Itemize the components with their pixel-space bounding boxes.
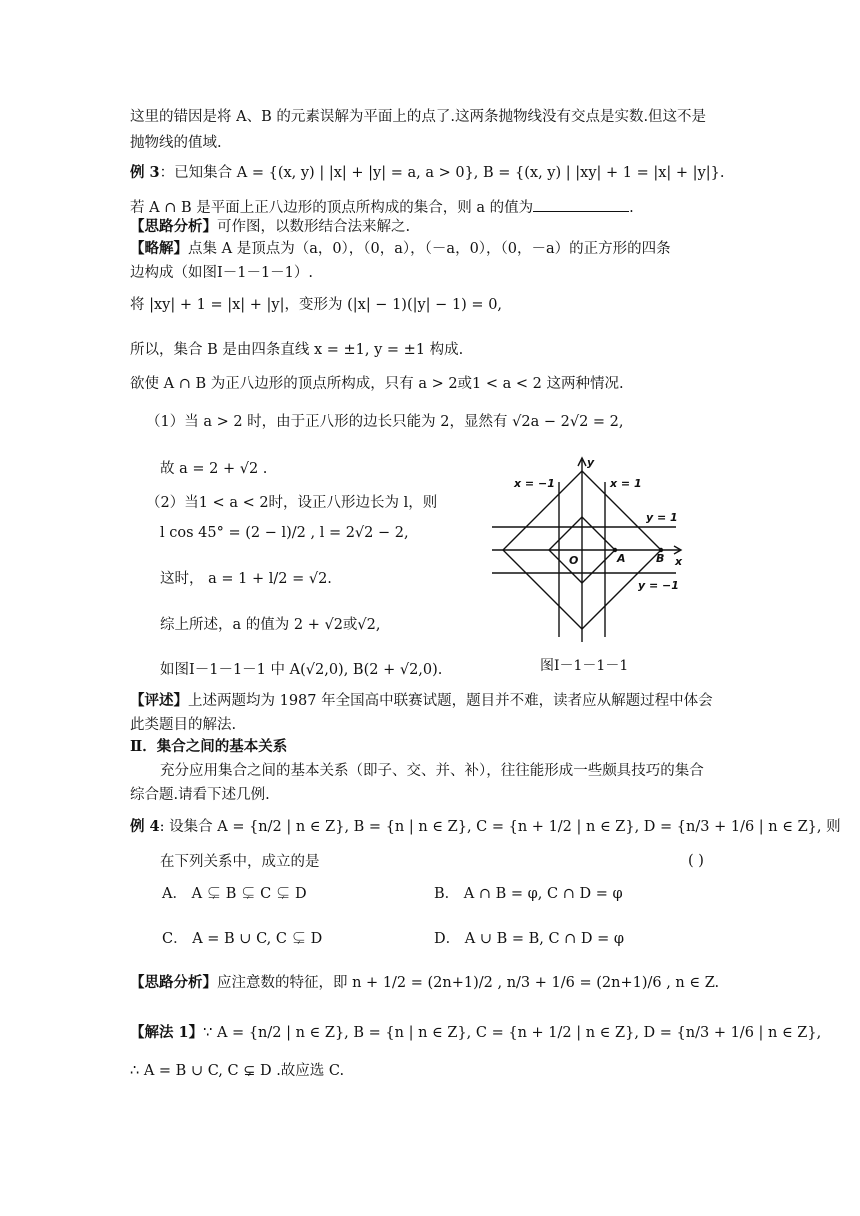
label-y-minus-1: y = −1 <box>638 579 679 592</box>
text-line: 充分应用集合之间的基本关系（即子、交、并、补），往往能形成一些颇具技巧的集合 <box>160 763 704 779</box>
text-line: 如图Ⅰ－1－1－1 中 A(√2,0), B(2 + √2,0). <box>160 662 443 678</box>
example-4 <box>130 818 841 836</box>
answer-paren: ( ) <box>688 853 704 869</box>
example-text: : 设集合 A = {n/2 | n ∈ Z}, B = {n | n ∈ Z}, C = {n + 1/2 | n ∈ Z}, D = {n/3 + 1/6 | n ∈ Z}, 则 <box>159 819 841 835</box>
text-line: 综上所述，a 的值为 2 + √2或√2, <box>160 617 381 633</box>
solution-line: 【略解】点集 A 是顶点为（a，0），（0，a），（－a，0），（0，－a）的正方形的四条 <box>130 240 671 257</box>
option-b: B． A ∩ B = φ, C ∩ D = φ <box>434 886 623 902</box>
example-3 <box>130 164 724 182</box>
formula-line: 这时， a = 1 + l/2 = √2. <box>160 571 332 587</box>
analysis-line: 【思路分析】应注意数的特征，即 n + 1/2 = (2n+1)/2 , n/3 + 1/6 = (2n+1)/6 , n ∈ Z. <box>130 974 720 991</box>
text-line: （1）当 a > 2 时，由于正八形的边长只能为 2，显然有 √2a − 2√2 = 2, <box>146 414 624 430</box>
analysis-label: 【思路分析】 <box>130 974 217 991</box>
text-line: 抛物线的值域. <box>130 135 222 151</box>
example-label: 例 4 <box>130 818 160 835</box>
text-line: （2）当1 < a < 2时，设正八形边长为 l，则 <box>146 495 438 511</box>
comment-line: 【评述】上述两题均为 1987 年全国高中联赛试题，题目并不难，读者应从解题过程中体会 <box>130 692 713 709</box>
text-line: 故 a = 2 + √2 . <box>160 461 268 477</box>
analysis-label: 【思路分析】 <box>130 218 217 235</box>
point-b-label: B <box>656 552 665 565</box>
question-line: 在下列关系中，成立的是 <box>160 854 320 870</box>
option-d: D． A ∪ B = B, C ∩ D = φ <box>434 931 625 947</box>
option-c: C． A = B ∪ C, C ⊊ D <box>162 931 323 947</box>
text-line: 这里的错因是将 A、B 的元素误解为平面上的点了.这两条抛物线没有交点是实数.但这不是 <box>130 109 707 125</box>
example-label: 例 3 <box>130 164 160 181</box>
text-line: 将 |xy| + 1 = |x| + |y|，变形为 (|x| − 1)(|y| − 1) = 0, <box>130 297 503 313</box>
label-x-minus-1: x = −1 <box>514 477 555 490</box>
text-line: 所以，集合 B 是由四条直线 x = ±1, y = ±1 构成. <box>130 342 464 358</box>
point-a-label: A <box>617 552 626 565</box>
solution-line: 【解法 1】∵ A = {n/2 | n ∈ Z}, B = {n | n ∈ Z}, C = {n + 1/2 | n ∈ Z}, D = {n/3 + 1/6 | n ∈ Z}, <box>130 1024 822 1041</box>
example-text: ：已知集合 A = {(x, y) | |x| + |y| = a, a > 0}, B = {(x, y) | |xy| + 1 = |x| + |y|}. <box>159 165 725 181</box>
text-line: 欲使 A ∩ B 为正八边形的顶点所构成，只有 a > 2或1 < a < 2 这两种情况. <box>130 376 624 392</box>
section-heading: Ⅱ．集合之间的基本关系 <box>130 738 288 755</box>
question-text: 若 A ∩ B 是平面上正八边形的顶点所构成的集合，则 a 的值为 <box>130 200 534 216</box>
x-axis-label: x <box>675 555 683 568</box>
conclusion-line: ∴ A = B ∪ C, C ⊊ D .故应选 C. <box>130 1063 345 1079</box>
text-line: 此类题目的解法. <box>130 717 237 733</box>
label-y-1: y = 1 <box>646 511 678 524</box>
origin-label: O <box>569 554 579 567</box>
solution-label: 【解法 1】 <box>130 1024 204 1041</box>
text-line: 边构成（如图Ⅰ－1－1－1）. <box>130 265 314 281</box>
analysis-line: 【思路分析】可作图，以数形结合法来解之. <box>130 218 411 235</box>
label-x-1: x = 1 <box>610 477 642 490</box>
solution-label: 【略解】 <box>130 240 188 257</box>
text-line: 综合题.请看下述几例. <box>130 787 270 803</box>
y-axis-label: y <box>587 456 595 469</box>
figure-caption: 图Ⅰ－1－1－1 <box>540 658 629 674</box>
answer-blank <box>533 199 629 212</box>
comment-label: 【评述】 <box>130 692 188 709</box>
formula-line: l cos 45° = (2 − l)/2 , l = 2√2 − 2, <box>160 525 409 541</box>
option-a: A． A ⊊ B ⊊ C ⊊ D <box>162 886 307 902</box>
text-line: 若 A ∩ B 是平面上正八边形的顶点所构成的集合，则 a 的值为 . <box>130 200 634 216</box>
figure-diagram <box>486 452 686 647</box>
